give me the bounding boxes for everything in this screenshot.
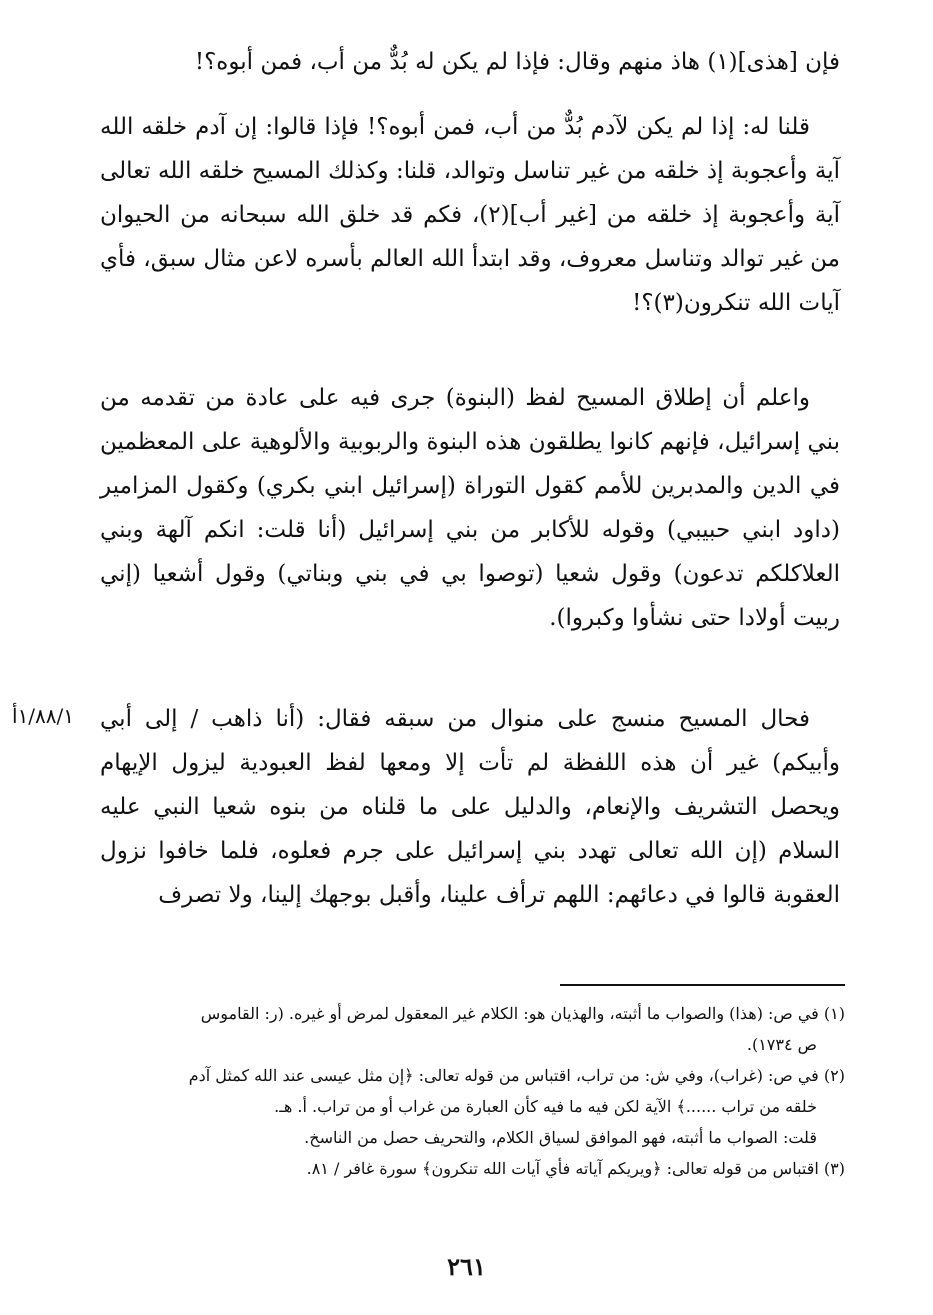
footnote-2-line-1: (٢) في ص: (غراب)، وفي ش: من تراب، اقتباس من قوله تعالى: ﴿إن مثل عيسى عند الله كمثل آدم (188, 1066, 845, 1085)
paragraph-1 (100, 40, 840, 84)
paragraph-2-text: قلنا له: إذا لم يكن لآدم بُدٌّ من أب، فمن أبوه؟! فإذا قالوا: إن آدم خلقه الله آية وأعجوبة إذ خلقه من غير تناسل وتوالد، قلنا: وكذلك المسيح خلقه الله تعالى آية وأعجوبة إذ خلقه من [غير أب](٢)، فكم قد خلق الله سبحانه من الحيوان من غير توالد وتناسل معروف، وقد ابتدأ الله العالم بأسره لاعن مثال سبق، فأي آيات الله تنكرون(٣)؟! (99, 114, 840, 316)
footnotes (100, 998, 845, 1184)
paragraph-4 (100, 697, 840, 917)
footnote-1-line-2: ص ١٧٣٤). (746, 1035, 817, 1054)
paragraph-3-text: واعلم أن إطلاق المسيح لفظ (البنوة) جرى فيه على عادة من تقدمه من بني إسرائيل، فإنهم كانوا يطلقون هذه البنوة والربوبية والألوهية على المعظمين في الدين والمدبرين للأمم كقول التوراة (إسرائيل ابني بكري) وكقول المزامير (داود ابني حبيبي) وقوله للأكابر من بني إسرائيل (أنا قلت: انكم آلهة وبني العلاكلكم تدعون) وقول شعيا (توصوا بي في بني وبناتي) وقول أشعيا (إني ربيت أولادا حتى نشأوا وكبروا). (100, 385, 840, 631)
footnote-divider (560, 984, 845, 986)
footnote-1-line-1: (١) في ص: (هذا) والصواب ما أثبته، والهذيان هو: الكلام غير المعقول لمرض أو غيره. (ر: القاموس (200, 1004, 845, 1023)
page-number: ٢٦١ (447, 1252, 486, 1281)
footnote-3-line-1: (٣) اقتباس من قوله تعالى: ﴿ويريكم آياته فأي آيات الله تنكرون﴾ سورة غافر / ٨١. (306, 1159, 845, 1178)
paragraph-3 (100, 376, 840, 640)
manuscript-margin-reference: ١/٨٨/١أ (12, 704, 75, 728)
footnote-2-line-2: خلقه من تراب ......﴾ الآية لكن فيه ما فيه كأن العبارة من غراب أو من تراب. أ. هـ. (274, 1097, 817, 1116)
paragraph-4-text: فحال المسيح منسج على منوال من سبقه فقال: (أنا ذاهب / إلى أبي وأبيكم) غير أن هذه اللفظة لم تأت إلا ومعها لفظ العبودية ليزول الإيهام ويحصل التشريف والإنعام، والدليل على ما قلناه من بنوه شعيا النبي عليه السلام (إن الله تعالى تهدد بني إسرائيل على جرم فعلوه، فلما خافوا نزول العقوبة قالوا في دعائهم: اللهم ترأف علينا، وأقبل بوجهك إلينا، ولا تصرف (100, 706, 840, 908)
paragraph-1-text: فإن [هذى](١) هاذ منهم وقال: فإذا لم يكن له بُدٌّ من أب، فمن أبوه؟! (194, 49, 840, 75)
paragraph-2 (100, 105, 840, 325)
footnote-2-line-3: قلت: الصواب ما أثبته، فهو الموافق لسياق الكلام، والتحريف حصل من الناسخ. (304, 1128, 817, 1147)
